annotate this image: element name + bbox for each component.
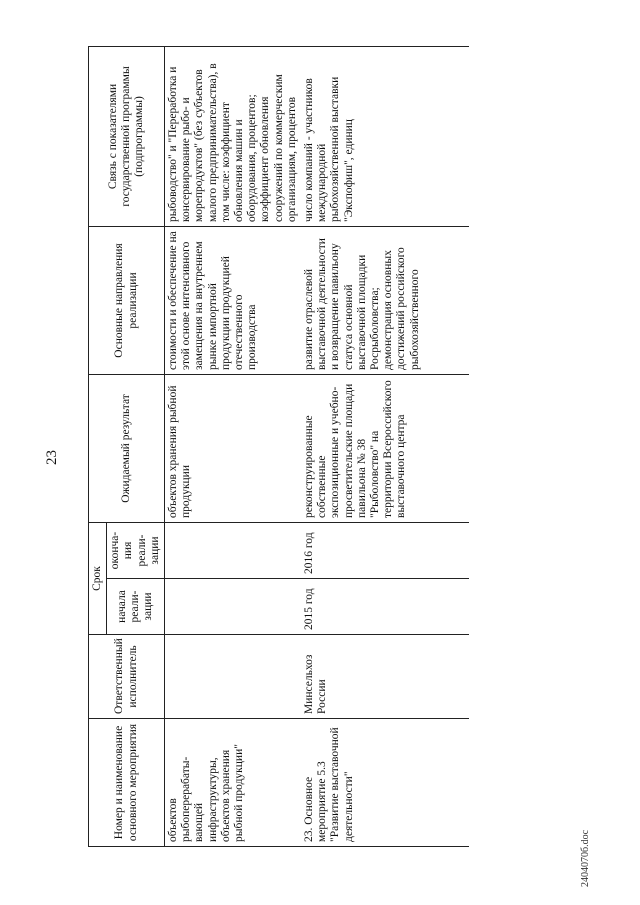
- table-row: [165, 46, 302, 846]
- cell-indicators-link: рыбоводство" и "Переработка и консервирование рыбо- и морепродуктов" (без субъектов малого предпринимательства), в том числе: коэффициент обновления машин и оборудования, процентов; коэффициент обновления сооружений по коммерческим организациям, процентов: [165, 46, 302, 226]
- cell-number-name: 23. Основное мероприятие 5.3 "Развитие выставочной деятельности": [301, 719, 469, 847]
- header-term: Срок: [89, 522, 107, 634]
- header-expected-result: Ожидаемый результат: [89, 374, 165, 522]
- page-number: 23: [44, 450, 60, 465]
- header-term-start: начала реали-зации: [107, 579, 165, 635]
- footer-doc-code: 2404070б.doc: [580, 829, 591, 887]
- cell-directions: развитие отраслевой выставочной деятельности и возвращение павильону статуса основной выставочной площадки Росрыболовства; демонстрация основных достижений российского рыбохозяйственного: [301, 226, 469, 374]
- header-directions: Основные направления реализации: [89, 226, 165, 374]
- cell-term-end: [165, 522, 302, 578]
- header-term-end: оконча-ния реали-зации: [107, 522, 165, 578]
- header-number-name: Номер и наименование основного мероприятия: [89, 719, 165, 847]
- cell-directions: стоимости и обеспечение на этой основе интенсивного замещения на внутреннем рынке импортной продукции продукцией отечественного производства: [165, 226, 302, 374]
- cell-expected-result: объектов хранения рыбной продукции: [165, 374, 302, 522]
- header-executor: Ответственный исполнитель: [89, 635, 165, 719]
- header-indicators-link: Связь с показателями государственной программы (подпрограммы): [89, 46, 165, 226]
- header-row-1: [89, 46, 107, 846]
- cell-indicators-link: число компаний - участников международной рыбохозяйственной выставки "Экспофиш", единиц: [301, 46, 469, 226]
- cell-term-start: [165, 579, 302, 635]
- program-measures-table: [88, 46, 469, 847]
- cell-executor: Минсельхоз России: [301, 635, 469, 719]
- cell-term-end: 2016 год: [301, 522, 469, 578]
- cell-expected-result: реконструированные собственные экспозиционные и учебно-просветительские площади павильона № 38 "Рыболовство" на территории Всероссийского выставочного центра: [301, 374, 469, 522]
- cell-number-name: объектов рыбоперерабаты-вающей инфраструктуры, объектов хранения рыбной продукции": [165, 719, 302, 847]
- cell-executor: [165, 635, 302, 719]
- cell-term-start: 2015 год: [301, 579, 469, 635]
- table-row: [301, 46, 469, 846]
